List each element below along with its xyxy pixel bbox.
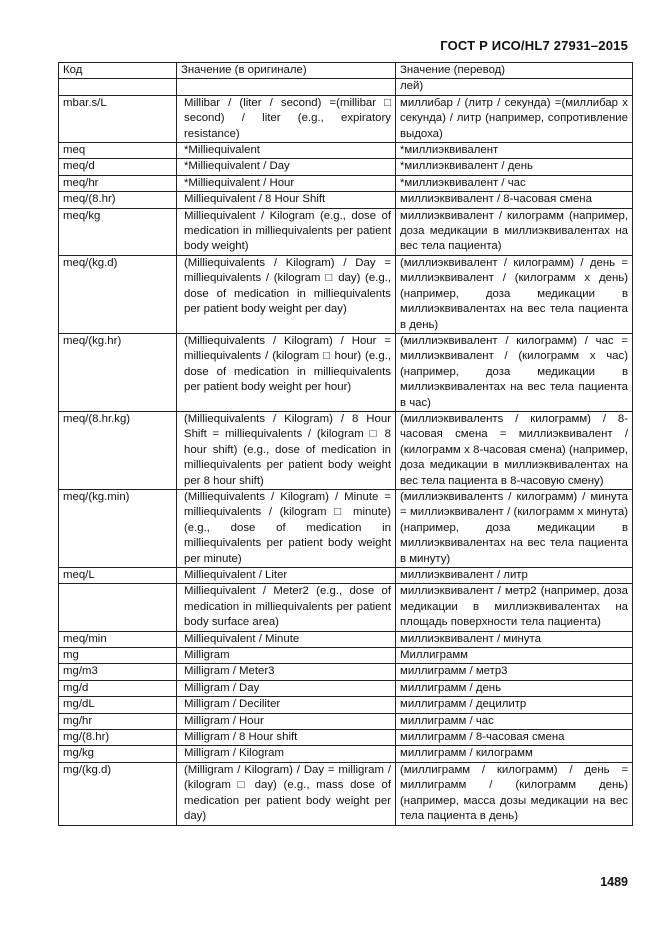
- cell-code: meq/hr: [59, 175, 177, 191]
- cell-code: meq: [59, 143, 177, 159]
- cell-translation: (миллиэквивалентs / килограмм) / 8-часовая смена = миллиэквивалент / (килограмм x 8-часовая смена) (например, доза медикации в миллиэквивалентах на вес тела пациента в 8-часовую смену): [396, 411, 633, 489]
- cell-original: Milligram / Hour: [177, 713, 396, 729]
- table-row: [59, 584, 633, 631]
- table-row: [59, 713, 633, 729]
- cell-translation: миллиграмм / час: [396, 713, 633, 729]
- page-number: 1489: [600, 875, 628, 889]
- cell-code: mbar.s/L: [59, 95, 177, 142]
- table-row: [59, 568, 633, 584]
- table-header-row: [59, 63, 633, 79]
- table-row: [59, 631, 633, 647]
- cell-original: Milliequivalent / Liter: [177, 568, 396, 584]
- table-row: [59, 697, 633, 713]
- table-row: [59, 489, 633, 567]
- cell-original: (Milligram / Kilogram) / Day = milligram / (kilogram □ day) (e.g., mass dose of medication per patient body weight per day): [177, 762, 396, 825]
- cell-code: [59, 79, 177, 95]
- table-row: [59, 208, 633, 255]
- cell-translation: (миллиграмм / килограмм) / день = миллиграмм / (килограмм день) (например, масса дозы медикации на вес тела пациента в день): [396, 762, 633, 825]
- cell-translation: *миллиэквивалент / день: [396, 159, 633, 175]
- cell-code: mg/kg: [59, 746, 177, 762]
- column-header-code: Код: [59, 63, 177, 79]
- table-row: [59, 680, 633, 696]
- cell-original: Milliequivalent / Meter2 (e.g., dose of medication in milliequivalents per patient body surface area): [177, 584, 396, 631]
- cell-original: (Milliequivalents / Kilogram) / Hour = milliequivalents / (kilogram □ hour) (e.g., dose of medication in milliequivalents per patient body weight per hour): [177, 333, 396, 411]
- cell-translation: (миллиэквивалент / килограмм) / день = миллиэквивалент / (килограмм x день) (например, доза медикации в миллиэквивалентах на вес тела пациента в день): [396, 255, 633, 333]
- cell-original: Millibar / (liter / second) =(millibar □ second) / liter (e.g., expiratory resistance): [177, 95, 396, 142]
- cell-code: meq/(8.hr.kg): [59, 411, 177, 489]
- cell-translation: миллиграмм / килограмм: [396, 746, 633, 762]
- cell-original: Milligram: [177, 648, 396, 664]
- table-row: [59, 333, 633, 411]
- cell-code: meq/(kg.d): [59, 255, 177, 333]
- table-row: [59, 175, 633, 191]
- standard-header: ГОСТ Р ИСО/HL7 27931–2015: [440, 38, 628, 53]
- cell-original: Milliequivalent / 8 Hour Shift: [177, 192, 396, 208]
- table-row: [59, 192, 633, 208]
- cell-original: Milligram / Kilogram: [177, 746, 396, 762]
- cell-original: *Milliequivalent / Day: [177, 159, 396, 175]
- cell-translation: *миллиэквивалент: [396, 143, 633, 159]
- cell-translation: миллиэквивалент / 8-часовая смена: [396, 192, 633, 208]
- table-row: [59, 730, 633, 746]
- cell-code: mg: [59, 648, 177, 664]
- cell-code: [59, 584, 177, 631]
- cell-translation: миллиграмм / метр3: [396, 664, 633, 680]
- cell-code: mg/(8.hr): [59, 730, 177, 746]
- cell-translation: миллиэквивалент / килограмм (например, доза медикации в миллиэквивалентах на вес тела пациента): [396, 208, 633, 255]
- cell-original: (Milliequivalents / Kilogram) / Minute = milliequivalents / (kilogram □ minute) (e.g., dose of medication in milliequivalents per patient body weight per minute): [177, 489, 396, 567]
- cell-original: [177, 79, 396, 95]
- cell-original: (Milliequivalents / Kilogram) / 8 Hour Shift = milliequivalents / (kilogram □ 8 hour shift) (e.g., dose of medication in milliequivalents per patient body weight per 8 hour shift): [177, 411, 396, 489]
- table-row: [59, 762, 633, 825]
- cell-code: mg/dL: [59, 697, 177, 713]
- cell-translation: миллиэквивалент / литр: [396, 568, 633, 584]
- cell-translation: миллибар / (литр / секунда) =(миллибар x секунда) / литр (например, сопротивление выдоха): [396, 95, 633, 142]
- cell-code: meq/L: [59, 568, 177, 584]
- table-row: [59, 664, 633, 680]
- cell-code: meq/(kg.hr): [59, 333, 177, 411]
- cell-translation: миллиграмм / день: [396, 680, 633, 696]
- cell-code: mg/hr: [59, 713, 177, 729]
- cell-translation: (миллиэквивалент / килограмм) / час = миллиэквивалент / (килограмм x час) (например, доза медикации в миллиэквивалентах на вес тела пациента в час): [396, 333, 633, 411]
- cell-code: meq/(8.hr): [59, 192, 177, 208]
- table-row: [59, 255, 633, 333]
- cell-translation: Миллиграмм: [396, 648, 633, 664]
- table-row: [59, 95, 633, 142]
- units-table: [58, 62, 633, 826]
- cell-code: mg/(kg.d): [59, 762, 177, 825]
- table-row: [59, 159, 633, 175]
- table-row: [59, 648, 633, 664]
- table-row: [59, 411, 633, 489]
- table-row: [59, 143, 633, 159]
- column-header-original: Значение (в оригинале): [177, 63, 396, 79]
- cell-code: meq/kg: [59, 208, 177, 255]
- cell-original: (Milliequivalents / Kilogram) / Day = milliequivalents / (kilogram □ day) (e.g., dose of medication in milliequivalents per patient body weight per day): [177, 255, 396, 333]
- cell-code: mg/m3: [59, 664, 177, 680]
- cell-original: Milligram / 8 Hour shift: [177, 730, 396, 746]
- cell-translation: миллиэквивалент / минута: [396, 631, 633, 647]
- cell-original: Milligram / Meter3: [177, 664, 396, 680]
- cell-translation: миллиграмм / децилитр: [396, 697, 633, 713]
- cell-original: *Milliequivalent / Hour: [177, 175, 396, 191]
- cell-original: Milligram / Day: [177, 680, 396, 696]
- cell-original: Milliequivalent / Kilogram (e.g., dose of medication in milliequivalents per patient body weight): [177, 208, 396, 255]
- cell-translation: *миллиэквивалент / час: [396, 175, 633, 191]
- cell-code: meq/min: [59, 631, 177, 647]
- cell-original: Milliequivalent / Minute: [177, 631, 396, 647]
- cell-code: meq/d: [59, 159, 177, 175]
- cell-original: Milligram / Deciliter: [177, 697, 396, 713]
- table-row: [59, 746, 633, 762]
- column-header-translation: Значение (перевод): [396, 63, 633, 79]
- cell-code: mg/d: [59, 680, 177, 696]
- cell-translation: (миллиэквивалентs / килограмм) / минута = миллиэквивалент / (килограмм x минута) (например, доза медикации в миллиэквивалентах на вес тела пациента в минуту): [396, 489, 633, 567]
- cell-code: meq/(kg.min): [59, 489, 177, 567]
- cell-original: *Milliequivalent: [177, 143, 396, 159]
- cell-translation: лей): [396, 79, 633, 95]
- cell-translation: миллиэквивалент / метр2 (например, доза медикации в миллиэквивалентах на площадь поверхности тела пациента): [396, 584, 633, 631]
- cell-translation: миллиграмм / 8-часовая смена: [396, 730, 633, 746]
- table-body: [59, 79, 633, 825]
- table-row: [59, 79, 633, 95]
